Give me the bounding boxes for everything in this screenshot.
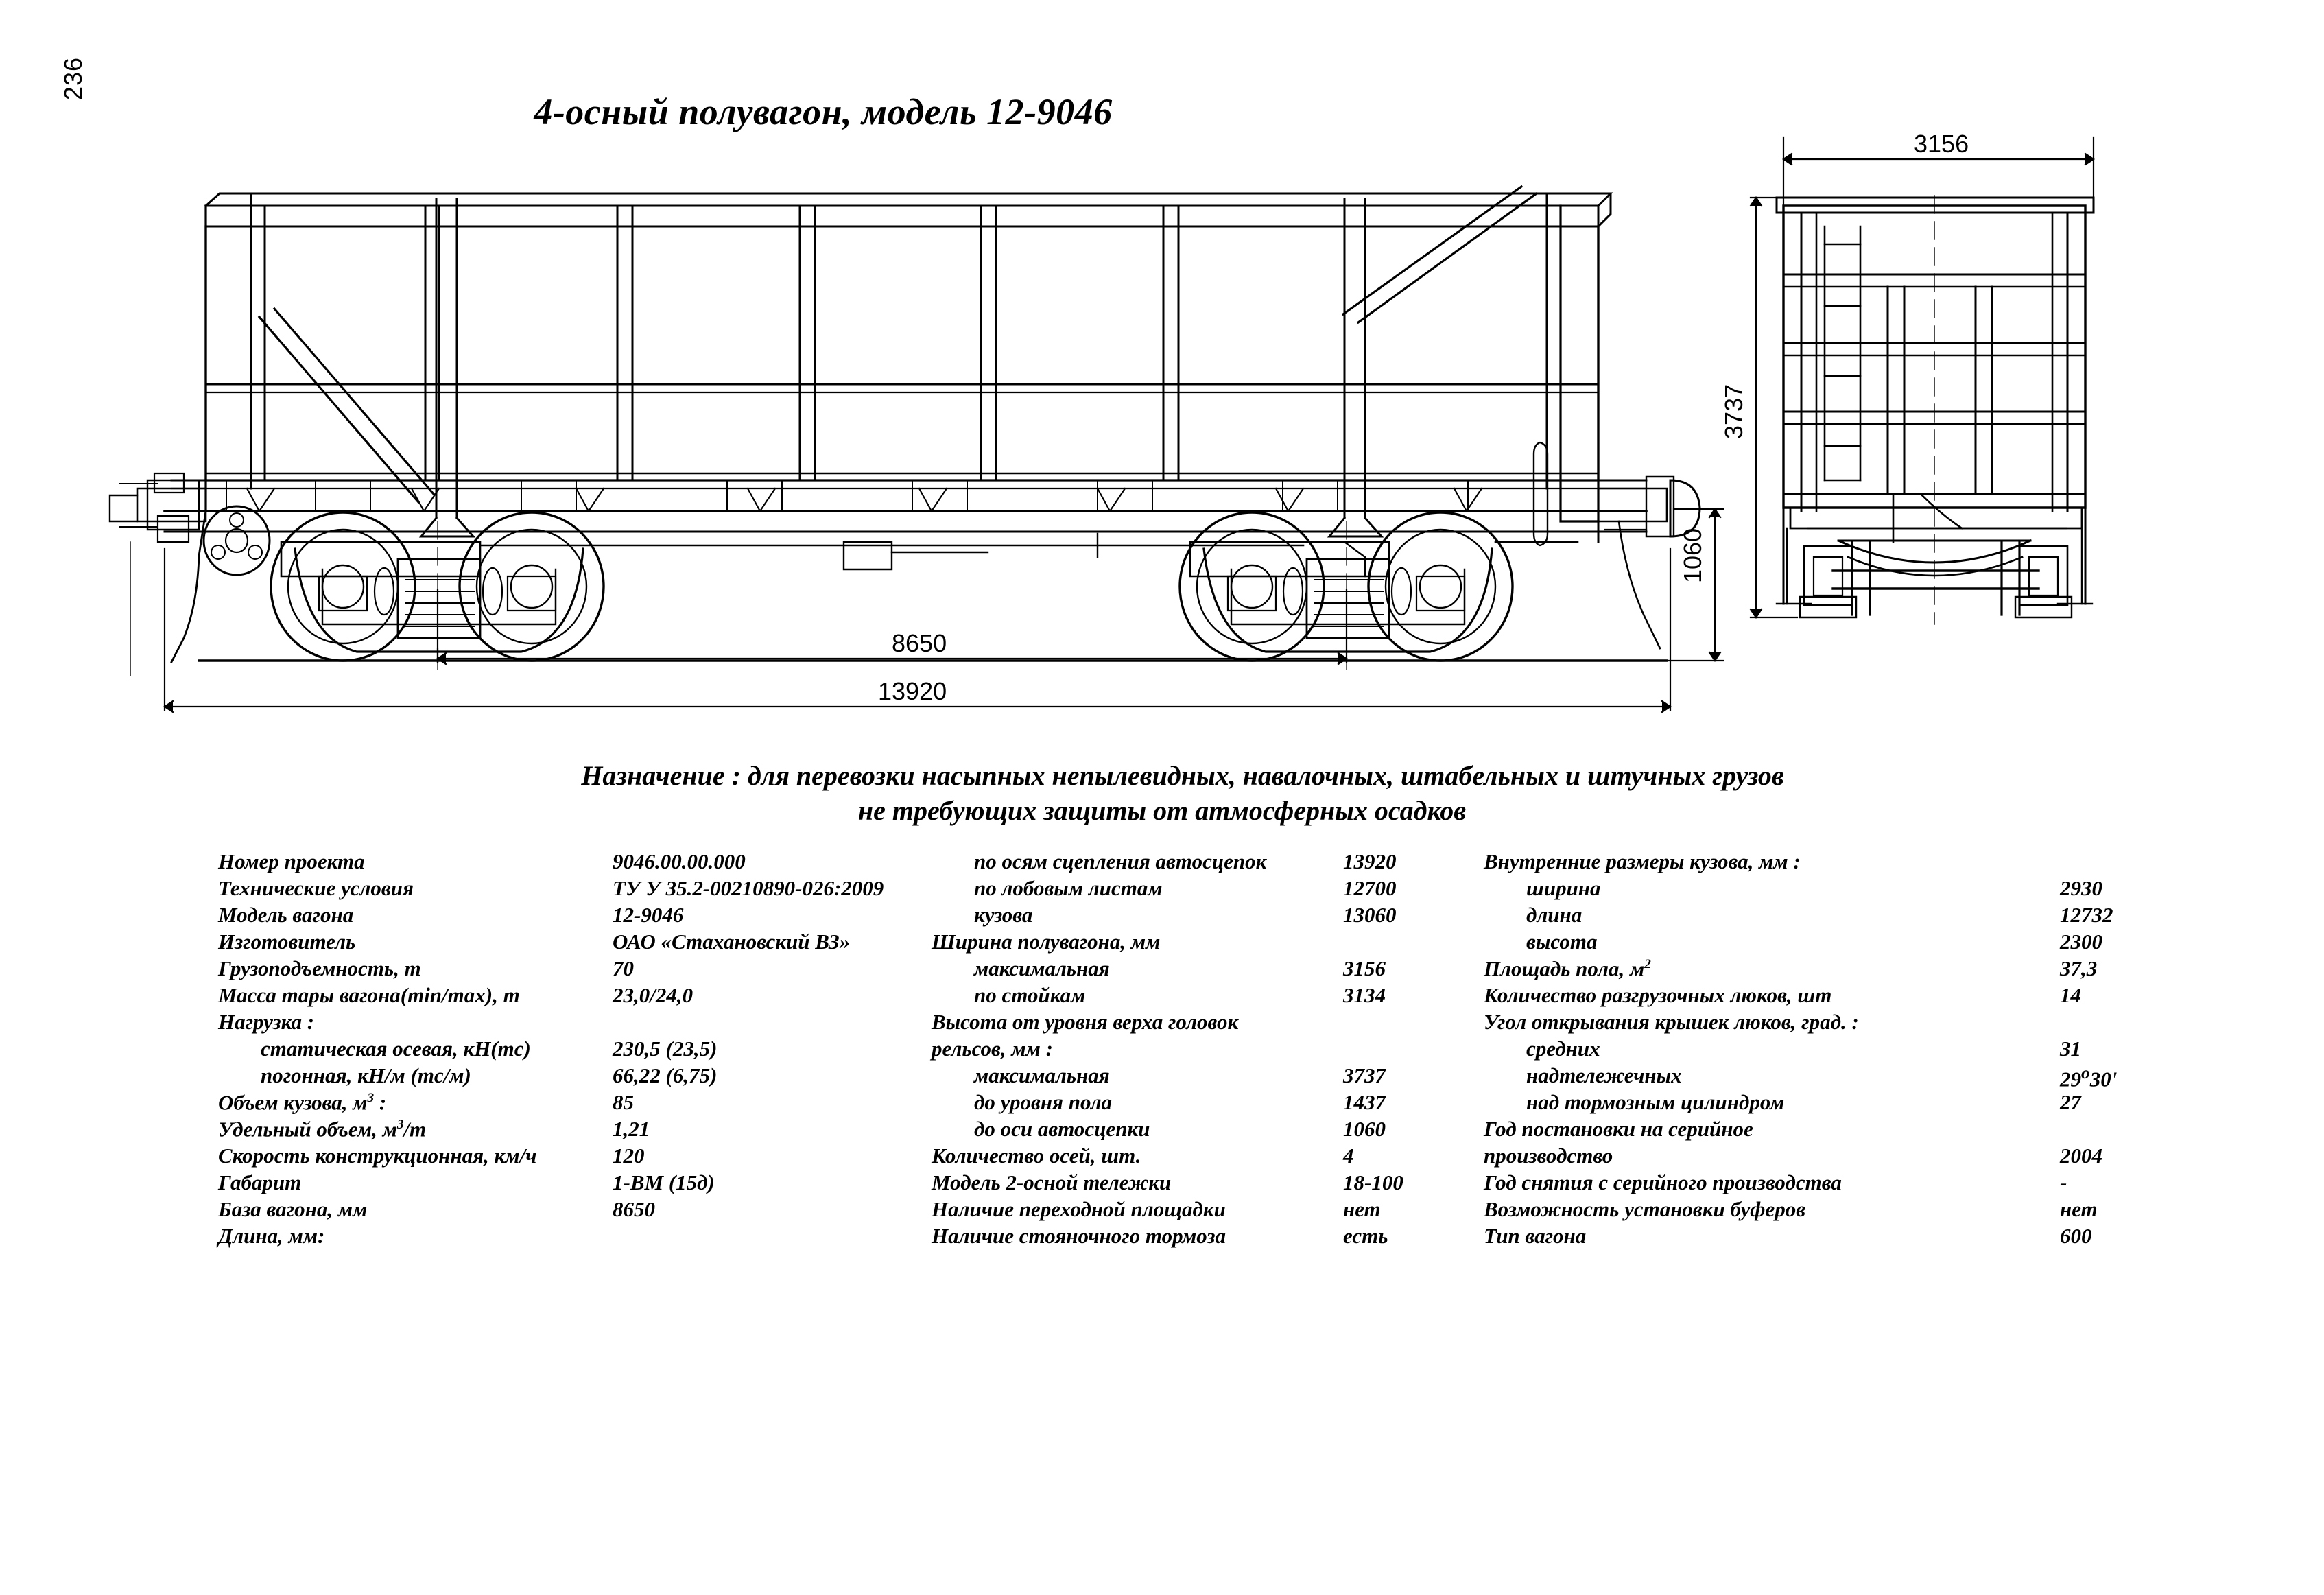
spec-label: Масса тары вагона(min/max), т (218, 983, 520, 1007)
dim-label-coupler-height: 1060 (1679, 528, 1707, 583)
spec-value: 3156 (1343, 956, 1386, 980)
spec-label: Внутренние размеры кузова, мм : (1484, 849, 1801, 873)
spec-row (218, 984, 932, 1011)
spec-label: Технические условия (218, 876, 414, 900)
spec-label: Возможность установки буферов (1484, 1197, 1806, 1221)
spec-label: высота (1526, 930, 1598, 954)
spec-label: статическая осевая, кН(тс) (261, 1037, 531, 1061)
spec-row (932, 1225, 1484, 1252)
spec-row (932, 1011, 1484, 1038)
spec-label: Грузоподъемность, т (218, 956, 421, 980)
spec-value: 2930 (2060, 876, 2102, 900)
spec-row (1484, 1091, 2177, 1118)
spec-row (218, 877, 932, 904)
spec-label: Ширина полувагона, мм (932, 930, 1161, 954)
spec-label: Наличие стояночного тормоза (932, 1224, 1226, 1248)
spec-value: 8650 (613, 1197, 655, 1221)
spec-row (1484, 1172, 2177, 1198)
spec-row (218, 931, 932, 958)
spec-row (218, 1225, 932, 1252)
spec-value: 2004 (2060, 1144, 2102, 1168)
spec-column-2 (932, 851, 1484, 1252)
spec-label: длина (1526, 903, 1582, 927)
spec-label: Количество осей, шт. (932, 1144, 1141, 1168)
spec-value: ОАО «Стахановский ВЗ» (613, 930, 851, 954)
spec-row (1484, 1011, 2177, 1038)
spec-label: Объем кузова, $м^3$ : (218, 1090, 387, 1115)
spec-label: Площадь пола, $м^2$ (1484, 956, 1651, 981)
spec-row (218, 1198, 932, 1225)
purpose-statement (0, 758, 2324, 828)
end-view-dimensions (1751, 137, 2094, 617)
side-view-gondola (110, 187, 1723, 712)
spec-label: по стойкам (974, 983, 1086, 1007)
spec-row (932, 1145, 1484, 1172)
spec-label: максимальная (974, 956, 1110, 980)
spec-label: рельсов, мм : (932, 1037, 1053, 1061)
spec-value: 600 (2060, 1224, 2092, 1248)
spec-label: средних (1526, 1037, 1600, 1061)
spec-row (1484, 958, 2177, 984)
spec-row (218, 1145, 932, 1172)
spec-label: Номер проекта (218, 849, 365, 873)
spec-label: Количество разгрузочных люков, шт (1484, 983, 1832, 1007)
spec-row (932, 1172, 1484, 1198)
spec-row (1484, 1118, 2177, 1145)
spec-row (1484, 1225, 2177, 1252)
spec-value: 37,3 (2060, 956, 2098, 980)
spec-label: База вагона, мм (218, 1197, 368, 1221)
spec-row (1484, 851, 2177, 877)
spec-row (932, 958, 1484, 984)
spec-label: Удельный объем, $м^3/т$ (218, 1117, 427, 1142)
spec-row (932, 1065, 1484, 1091)
spec-row (932, 1198, 1484, 1225)
spec-label: Скорость конструкционная, км/ч (218, 1144, 537, 1168)
spec-row (218, 1091, 932, 1118)
specification-table (218, 851, 2180, 1252)
spec-label: Тип вагона (1484, 1224, 1587, 1248)
side-view-dimensions (165, 549, 1670, 712)
bogie-right (1180, 512, 1513, 676)
spec-value: 12-9046 (613, 903, 684, 927)
spec-value: 1,21 (613, 1117, 650, 1141)
spec-value: 12700 (1343, 876, 1397, 900)
spec-label: Год постановки на серийное (1484, 1117, 1753, 1141)
spec-row (218, 1065, 932, 1091)
spec-row (218, 1118, 932, 1145)
spec-row (1484, 984, 2177, 1011)
spec-label: Модель 2-осной тележки (932, 1170, 1172, 1194)
spec-value: 1-ВМ (15д) (613, 1170, 715, 1194)
spec-value: 13060 (1343, 903, 1397, 927)
spec-label: по лобовым листам (974, 876, 1163, 900)
spec-row (218, 958, 932, 984)
spec-label: Наличие переходной площадки (932, 1197, 1226, 1221)
spec-value: 14 (2060, 983, 2081, 1007)
spec-value: 13920 (1343, 849, 1397, 873)
spec-value: есть (1343, 1224, 1388, 1248)
spec-row (1484, 1198, 2177, 1225)
dim-label-width: 3156 (1914, 130, 1969, 158)
spec-value: 230,5 (23,5) (613, 1037, 718, 1061)
spec-row (1484, 877, 2177, 904)
spec-label: Нагрузка : (218, 1010, 315, 1034)
spec-label: погонная, кН/м (тс/м) (261, 1063, 471, 1087)
spec-label: Модель вагона (218, 903, 354, 927)
spec-value: 3737 (1343, 1063, 1386, 1087)
spec-label: Угол открывания крышек люков, град. : (1484, 1010, 1859, 1034)
spec-label: над тормозным цилиндром (1526, 1090, 1785, 1114)
spec-label: до уровня пола (974, 1090, 1113, 1114)
spec-value: нет (1343, 1197, 1381, 1221)
spec-row (218, 851, 932, 877)
page-number: 236 (59, 56, 87, 100)
spec-value: 31 (2060, 1037, 2081, 1061)
spec-column-3 (1484, 851, 2177, 1252)
end-view-gondola (1751, 137, 2094, 624)
coupler-left (110, 473, 270, 676)
spec-row (218, 1011, 932, 1038)
spec-value: 18-100 (1343, 1170, 1403, 1194)
spec-row (932, 877, 1484, 904)
spec-value: 120 (613, 1144, 645, 1168)
purpose-line-1: Назначение : для перевозки насыпных непылевидных, навалочных, штабельных и штучных грузов (581, 760, 1784, 791)
spec-value: 2300 (2060, 930, 2102, 954)
spec-value: 66,22 (6,75) (613, 1063, 718, 1087)
spec-label: Изготовитель (218, 930, 356, 954)
spec-row (1484, 1065, 2177, 1091)
spec-row (1484, 931, 2177, 958)
spec-label: производство (1484, 1144, 1613, 1168)
spec-row (932, 1118, 1484, 1145)
spec-value: нет (2060, 1197, 2098, 1221)
spec-value: 70 (613, 956, 634, 980)
spec-value: 3134 (1343, 983, 1386, 1007)
spec-row (932, 851, 1484, 877)
coupler-right (1598, 473, 1700, 648)
spec-label: кузова (974, 903, 1033, 927)
bogie-left (271, 512, 604, 676)
spec-value: - (2060, 1170, 2067, 1194)
spec-value: 27 (2060, 1090, 2081, 1114)
spec-row (1484, 1038, 2177, 1065)
spec-label: Год снятия с серийного производства (1484, 1170, 1842, 1194)
page-title: 4-осный полувагон, модель 12-9046 (534, 91, 1113, 132)
spec-row (932, 1091, 1484, 1118)
spec-label: максимальная (974, 1063, 1110, 1087)
dim-label-height: 3737 (1720, 383, 1748, 439)
spec-row (1484, 1145, 2177, 1172)
spec-label: до оси автосцепки (974, 1117, 1150, 1141)
spec-value: ТУ У 35.2-00210890-026:2009 (613, 876, 884, 900)
spec-value: 4 (1343, 1144, 1354, 1168)
spec-row (932, 984, 1484, 1011)
spec-column-1 (218, 851, 932, 1252)
spec-value: 12732 (2060, 903, 2113, 927)
spec-row (932, 904, 1484, 931)
spec-label: надтележечных (1526, 1063, 1682, 1087)
dim-coupler-height (1646, 509, 1723, 661)
spec-row (218, 904, 932, 931)
spec-label: Высота от уровня верха головок (932, 1010, 1239, 1034)
purpose-line-2: не требующих защиты от атмосферных осадков (857, 795, 1467, 827)
spec-row (932, 1038, 1484, 1065)
spec-row (218, 1038, 932, 1065)
spec-row (932, 931, 1484, 958)
spec-label: по осям сцепления автосцепок (974, 849, 1267, 873)
dim-label-wheelbase: 8650 (892, 629, 947, 657)
spec-value: 85 (613, 1090, 634, 1114)
spec-value: 9046.00.00.000 (613, 849, 746, 873)
spec-value: 1060 (1343, 1117, 1386, 1141)
spec-value: 29$^o$30' (2060, 1063, 2118, 1091)
spec-label: ширина (1526, 876, 1601, 900)
dim-label-overall-length: 13920 (878, 677, 947, 705)
spec-label: Длина, мм: (218, 1224, 325, 1248)
spec-row (1484, 904, 2177, 931)
spec-label: Габарит (218, 1170, 302, 1194)
spec-value: 1437 (1343, 1090, 1386, 1114)
spec-value: 23,0/24,0 (613, 983, 693, 1007)
spec-row (218, 1172, 932, 1198)
